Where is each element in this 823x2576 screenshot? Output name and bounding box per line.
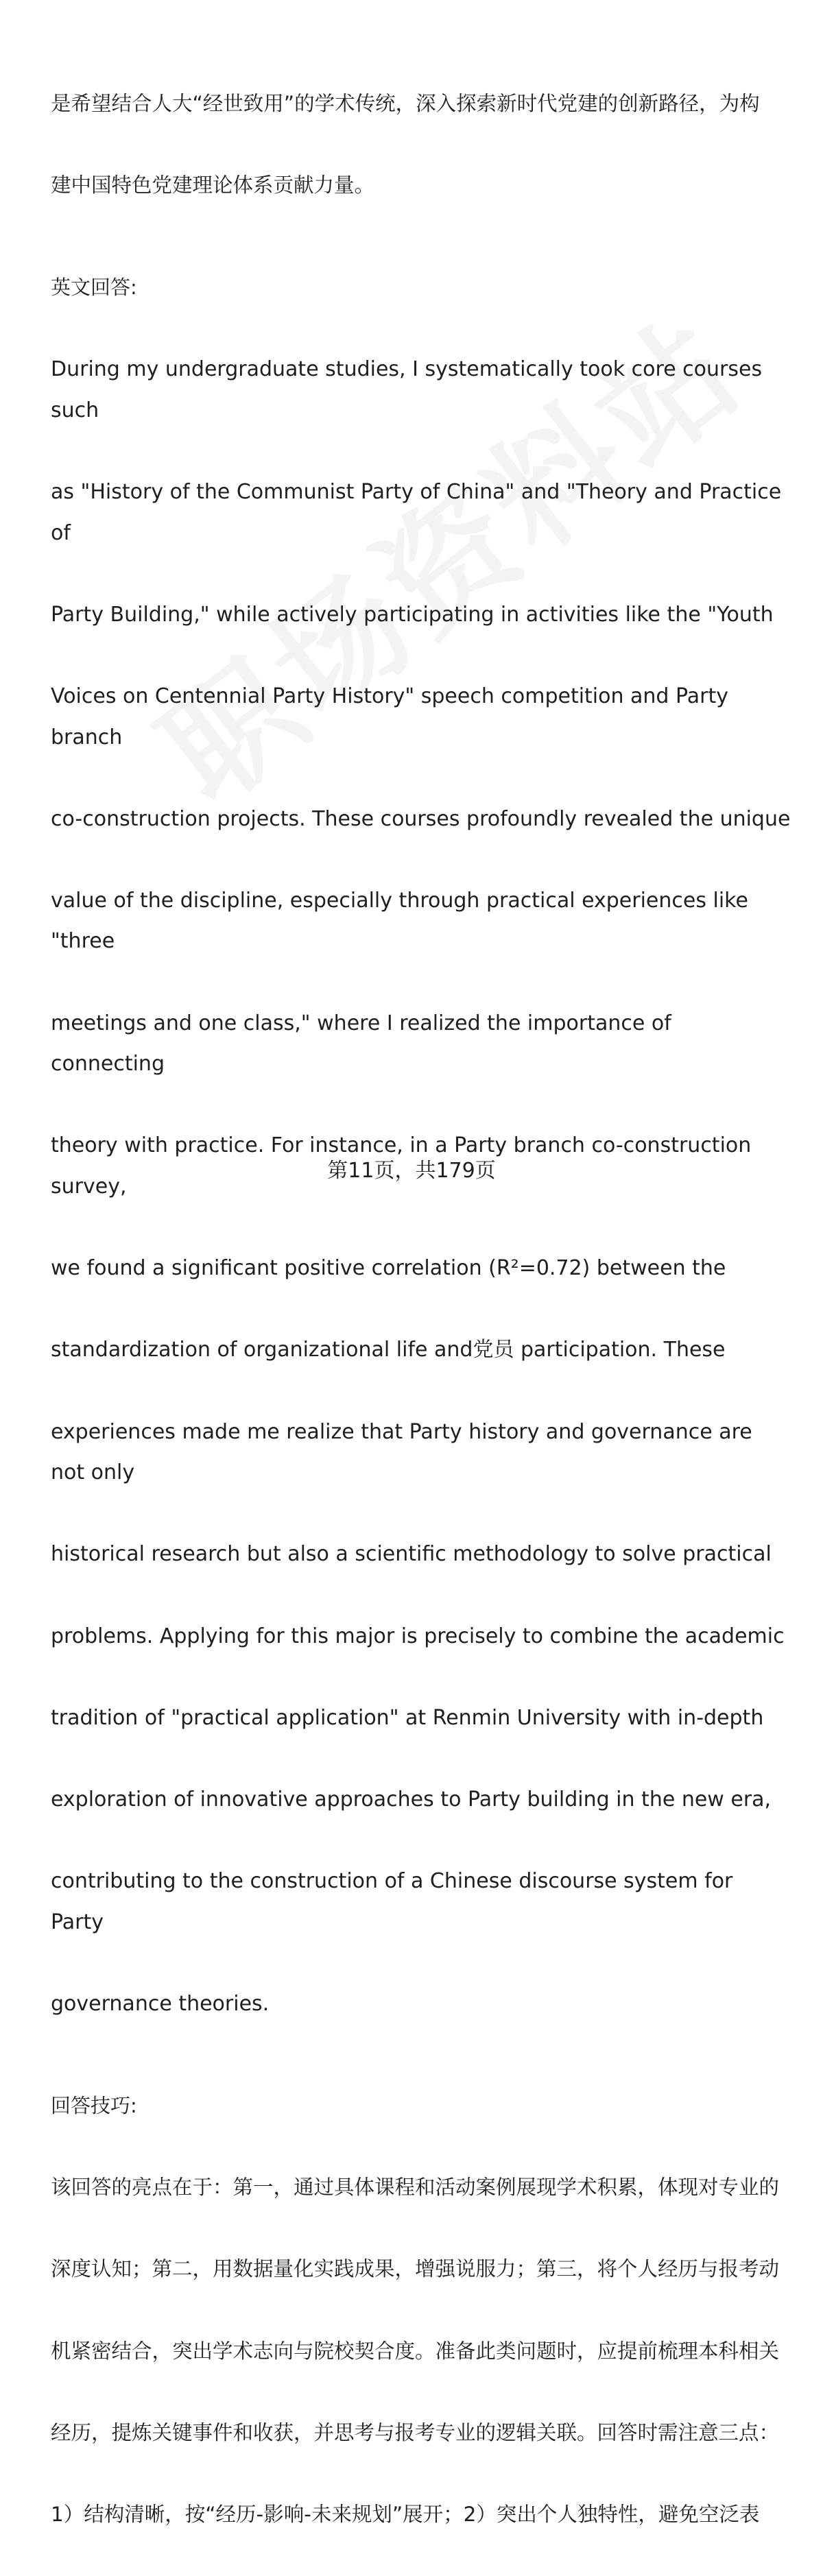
text-line: standardization of organizational life and党员 participation. These	[51, 1338, 726, 1362]
text-line: value of the discipline, especially through practical experiences like "three	[51, 888, 748, 954]
english-answer-paragraph	[51, 309, 791, 2066]
text-line: contributing to the construction of a Chinese discourse system for Party	[51, 1869, 733, 1934]
text-line: 机紧密结合，突出学术志向与院校契合度。准备此类问题时，应提前梳理本科相关	[51, 2339, 780, 2363]
page-number-footer: 第11页，共179页	[327, 1159, 496, 1183]
answer-tips-paragraph	[51, 2127, 791, 2576]
intro-paragraph	[51, 43, 791, 247]
text-line: During my undergraduate studies, I systematically took core courses such	[51, 357, 763, 422]
text-line: 1）结构清晰，按“经历-影响-未来规划”展开；2）突出个人独特性，避免空泛表	[51, 2503, 760, 2527]
text-line: historical research but also a scientific methodology to solve practical	[51, 1542, 772, 1567]
text-line: Party Building," while actively participating in activities like the "Youth	[51, 602, 774, 627]
text-line: theory with practice. For instance, in a Party branch co-construction survey,	[51, 1133, 752, 1199]
text-line: 该回答的亮点在于：第一，通过具体课程和活动案例展现学术积累，体现对专业的	[51, 2176, 780, 2200]
text-line: problems. Applying for this major is precisely to combine the academic	[51, 1624, 785, 1648]
text-line: 经历，提炼关键事件和收获，并思考与报考专业的逻辑关联。回答时需注意三点：	[51, 2420, 780, 2444]
text-line: as "History of the Communist Party of China" and "Theory and Practice of	[51, 479, 782, 545]
text-line: Voices on Centennial Party History" speech competition and Party branch	[51, 684, 728, 749]
text-line: 是希望结合人大“经世致用”的学术传统，深入探索新时代党建的创新路径，为构	[51, 91, 760, 115]
text-line: governance theories.	[51, 1991, 270, 2016]
answer-tips-heading: 回答技巧:	[51, 2094, 137, 2118]
text-line: meetings and one class," where I realized the importance of connecting	[51, 1011, 671, 1076]
text-line: experiences made me realize that Party history and governance are not only	[51, 1419, 752, 1485]
document-page	[51, 43, 791, 2576]
text-line: we found a significant positive correlation (R²=0.72) between the	[51, 1256, 726, 1281]
text-line: tradition of "practical application" at Renmin University with in-depth	[51, 1705, 764, 1730]
text-line: exploration of innovative approaches to Party building in the new era,	[51, 1787, 772, 1811]
text-line: 深度认知；第二，用数据量化实践成果，增强说服力；第三，将个人经历与报考动	[51, 2257, 780, 2281]
text-line: 建中国特色党建理论体系贡献力量。	[51, 173, 375, 197]
english-answer-heading: 英文回答:	[51, 275, 137, 299]
text-line: co-construction projects. These courses profoundly revealed the unique	[51, 806, 791, 831]
